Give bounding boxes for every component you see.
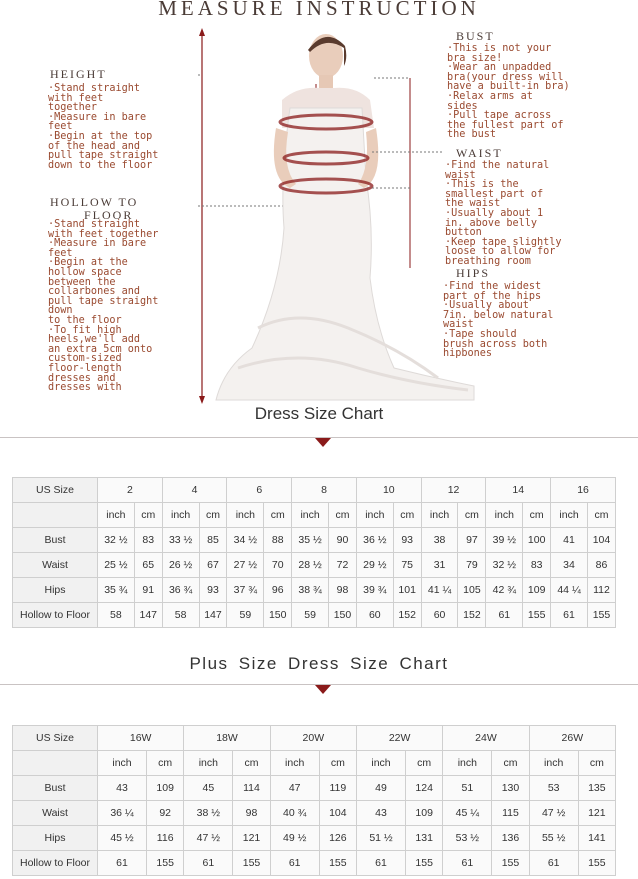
- table-cell: 38: [421, 528, 458, 553]
- table-cell: 126: [319, 826, 356, 851]
- unit-header: inch: [184, 751, 233, 776]
- table-cell: 34 ½: [227, 528, 264, 553]
- table-cell: 59: [292, 603, 329, 628]
- table-cell: 155: [492, 851, 529, 876]
- table-cell: 43: [356, 801, 405, 826]
- table-row: [13, 801, 616, 826]
- table-cell: 121: [233, 826, 270, 851]
- table-cell: 39 ¾: [356, 578, 393, 603]
- plus-size-chart-title: Plus Size Dress Size Chart: [189, 654, 449, 673]
- table-cell: 28 ½: [292, 553, 329, 578]
- bust-heading: BUST: [456, 29, 495, 43]
- table-cell: 35 ½: [292, 528, 329, 553]
- table-cell: 47 ½: [184, 826, 233, 851]
- unit-header: cm: [492, 751, 529, 776]
- table-row: [13, 578, 616, 603]
- unit-header: inch: [227, 503, 264, 528]
- row-label: Hollow to Floor: [13, 603, 98, 628]
- size-header: 2: [98, 478, 163, 503]
- table-cell: 79: [458, 553, 486, 578]
- table-cell: 60: [356, 603, 393, 628]
- table-cell: 38 ½: [184, 801, 233, 826]
- table-cell: 34: [551, 553, 588, 578]
- table-cell: 104: [319, 801, 356, 826]
- size-header: 18W: [184, 726, 270, 751]
- hollow-description: ·Stand straight with feet together ·Measure in bare feet ·Begin at the hollow space between the collarbones and pull tape straight down to the floor ·To fit high heels,we'll add an extra 5cm onto custom-sized floor-length dresses and dresses with: [48, 219, 159, 394]
- table-cell: 70: [264, 553, 292, 578]
- table-cell: 109: [406, 801, 443, 826]
- table-cell: 93: [393, 528, 421, 553]
- unit-header: cm: [147, 751, 184, 776]
- table-cell: 147: [199, 603, 227, 628]
- table-cell: 61: [486, 603, 523, 628]
- unit-header: cm: [393, 503, 421, 528]
- table-cell: 61: [551, 603, 588, 628]
- size-header: 10: [356, 478, 421, 503]
- table-head-label: US Size: [13, 726, 98, 751]
- table-cell: 91: [134, 578, 162, 603]
- table-cell: 53 ½: [443, 826, 492, 851]
- table-cell: 32 ½: [486, 553, 523, 578]
- unit-header: inch: [356, 503, 393, 528]
- table-cell: 155: [578, 851, 615, 876]
- size-header: 24W: [443, 726, 529, 751]
- table-cell: 59: [227, 603, 264, 628]
- unit-header: cm: [319, 751, 356, 776]
- unit-header: cm: [264, 503, 292, 528]
- table-cell: 109: [147, 776, 184, 801]
- table-cell: 51: [443, 776, 492, 801]
- table-cell: 29 ½: [356, 553, 393, 578]
- table-cell: 104: [587, 528, 615, 553]
- unit-header: cm: [134, 503, 162, 528]
- table-cell: 130: [492, 776, 529, 801]
- table-cell: 35 ¾: [98, 578, 135, 603]
- unit-header: inch: [292, 503, 329, 528]
- table-cell: 150: [264, 603, 292, 628]
- table-cell: 45: [184, 776, 233, 801]
- height-heading: HEIGHT: [50, 67, 107, 81]
- table-row: [13, 851, 616, 876]
- table-cell: 37 ¾: [227, 578, 264, 603]
- size-header: 20W: [270, 726, 356, 751]
- table-cell: 92: [147, 801, 184, 826]
- table-cell: 42 ¾: [486, 578, 523, 603]
- table-cell: 49: [356, 776, 405, 801]
- table-cell: 152: [393, 603, 421, 628]
- table-cell: 45 ¼: [443, 801, 492, 826]
- size-header: 26W: [529, 726, 615, 751]
- table-cell: 155: [233, 851, 270, 876]
- table-row: [13, 553, 616, 578]
- table-cell: 119: [319, 776, 356, 801]
- row-label: Hollow to Floor: [13, 851, 98, 876]
- table-cell: 61: [356, 851, 405, 876]
- table-cell: 135: [578, 776, 615, 801]
- table-cell: 47 ½: [529, 801, 578, 826]
- table-cell: 116: [147, 826, 184, 851]
- table-cell: 72: [328, 553, 356, 578]
- size-header: 4: [162, 478, 227, 503]
- table-cell: 155: [406, 851, 443, 876]
- table-cell: 58: [162, 603, 199, 628]
- table-row: [13, 826, 616, 851]
- table-cell: 44 ¼: [551, 578, 588, 603]
- divider-arrow-icon: [315, 438, 331, 447]
- hips-heading: HIPS: [456, 266, 491, 280]
- table-cell: 31: [421, 553, 458, 578]
- hips-description: ·Find the widest part of the hips ·Usually about 7in. below natural waist ·Tape should brush across both hipbones: [443, 281, 554, 360]
- row-label: Hips: [13, 826, 98, 851]
- table-cell: 112: [587, 578, 615, 603]
- table-cell: 115: [492, 801, 529, 826]
- size-header: 16W: [98, 726, 184, 751]
- table-cell: 155: [523, 603, 551, 628]
- blank-cell: [13, 751, 98, 776]
- unit-header: inch: [443, 751, 492, 776]
- table-cell: 55 ½: [529, 826, 578, 851]
- divider-arrow-icon: [315, 685, 331, 694]
- blank-cell: [13, 503, 98, 528]
- unit-header: cm: [458, 503, 486, 528]
- unit-header: cm: [523, 503, 551, 528]
- table-cell: 36 ¾: [162, 578, 199, 603]
- table-cell: 124: [406, 776, 443, 801]
- table-cell: 53: [529, 776, 578, 801]
- dress-size-table: [12, 477, 616, 628]
- row-label: Waist: [13, 801, 98, 826]
- table-cell: 96: [264, 578, 292, 603]
- unit-header: cm: [199, 503, 227, 528]
- dress-size-chart-title: Dress Size Chart: [254, 404, 384, 423]
- table-cell: 155: [587, 603, 615, 628]
- table-cell: 100: [523, 528, 551, 553]
- table-cell: 97: [458, 528, 486, 553]
- table-cell: 98: [328, 578, 356, 603]
- table-cell: 41: [551, 528, 588, 553]
- table-cell: 141: [578, 826, 615, 851]
- table-cell: 83: [134, 528, 162, 553]
- unit-header: inch: [356, 751, 405, 776]
- size-header: 12: [421, 478, 486, 503]
- table-cell: 61: [184, 851, 233, 876]
- table-cell: 36 ¼: [98, 801, 147, 826]
- table-cell: 49 ½: [270, 826, 319, 851]
- waist-description: ·Find the natural waist ·This is the smallest part of the waist ·Usually about 1 in. above belly button ·Keep tape slightly loose to allow for breathing room: [445, 160, 562, 267]
- table-cell: 60: [421, 603, 458, 628]
- height-description: ·Stand straight with feet together ·Measure in bare feet ·Begin at the top of the head and pull tape straight down to the floor: [48, 83, 159, 171]
- unit-header: inch: [162, 503, 199, 528]
- table-cell: 101: [393, 578, 421, 603]
- table-cell: 83: [523, 553, 551, 578]
- unit-header: inch: [529, 751, 578, 776]
- table-cell: 85: [199, 528, 227, 553]
- table-cell: 86: [587, 553, 615, 578]
- table-cell: 121: [578, 801, 615, 826]
- bust-description: ·This is not your bra size! ·Wear an unpadded bra(your dress will have a built-in bra) ·Relax arms at sides ·Pull tape across the fullest part of the bust: [447, 43, 570, 141]
- table-cell: 75: [393, 553, 421, 578]
- table-cell: 109: [523, 578, 551, 603]
- table-cell: 155: [319, 851, 356, 876]
- table-cell: 90: [328, 528, 356, 553]
- unit-header: inch: [270, 751, 319, 776]
- table-cell: 61: [529, 851, 578, 876]
- table-cell: 33 ½: [162, 528, 199, 553]
- unit-header: inch: [486, 503, 523, 528]
- waist-heading: WAIST: [456, 146, 503, 160]
- row-label: Hips: [13, 578, 98, 603]
- table-cell: 27 ½: [227, 553, 264, 578]
- table-cell: 45 ½: [98, 826, 147, 851]
- table-cell: 47: [270, 776, 319, 801]
- unit-header: cm: [233, 751, 270, 776]
- table-cell: 61: [98, 851, 147, 876]
- hollow-heading-line2: FLOOR: [84, 208, 134, 222]
- table-row: [13, 603, 616, 628]
- table-cell: 39 ½: [486, 528, 523, 553]
- size-header: 16: [551, 478, 616, 503]
- table-cell: 136: [492, 826, 529, 851]
- table-cell: 41 ¼: [421, 578, 458, 603]
- size-header: 8: [292, 478, 357, 503]
- table-cell: 67: [199, 553, 227, 578]
- size-header: 22W: [356, 726, 442, 751]
- table-cell: 58: [98, 603, 135, 628]
- table-cell: 40 ¾: [270, 801, 319, 826]
- unit-header: inch: [421, 503, 458, 528]
- hollow-heading-line1: HOLLOW TO: [50, 195, 139, 209]
- unit-header: cm: [328, 503, 356, 528]
- table-cell: 150: [328, 603, 356, 628]
- unit-header: inch: [551, 503, 588, 528]
- table-cell: 61: [443, 851, 492, 876]
- unit-header: cm: [406, 751, 443, 776]
- unit-header: cm: [587, 503, 615, 528]
- dress-model-figure: [198, 28, 478, 406]
- table-cell: 152: [458, 603, 486, 628]
- table-cell: 43: [98, 776, 147, 801]
- unit-header: inch: [98, 751, 147, 776]
- unit-header: cm: [578, 751, 615, 776]
- size-header: 6: [227, 478, 292, 503]
- table-cell: 61: [270, 851, 319, 876]
- table-head-label: US Size: [13, 478, 98, 503]
- table-cell: 38 ¾: [292, 578, 329, 603]
- table-cell: 36 ½: [356, 528, 393, 553]
- table-cell: 131: [406, 826, 443, 851]
- table-row: [13, 776, 616, 801]
- size-header: 14: [486, 478, 551, 503]
- table-cell: 65: [134, 553, 162, 578]
- table-cell: 88: [264, 528, 292, 553]
- table-cell: 98: [233, 801, 270, 826]
- table-cell: 105: [458, 578, 486, 603]
- row-label: Waist: [13, 553, 98, 578]
- page-title: MEASURE INSTRUCTION: [158, 0, 480, 20]
- table-cell: 51 ½: [356, 826, 405, 851]
- table-cell: 25 ½: [98, 553, 135, 578]
- table-cell: 147: [134, 603, 162, 628]
- unit-header: inch: [98, 503, 135, 528]
- table-row: [13, 528, 616, 553]
- table-cell: 26 ½: [162, 553, 199, 578]
- row-label: Bust: [13, 528, 98, 553]
- plus-size-table: [12, 725, 616, 876]
- table-cell: 93: [199, 578, 227, 603]
- table-cell: 155: [147, 851, 184, 876]
- table-cell: 114: [233, 776, 270, 801]
- row-label: Bust: [13, 776, 98, 801]
- table-cell: 32 ½: [98, 528, 135, 553]
